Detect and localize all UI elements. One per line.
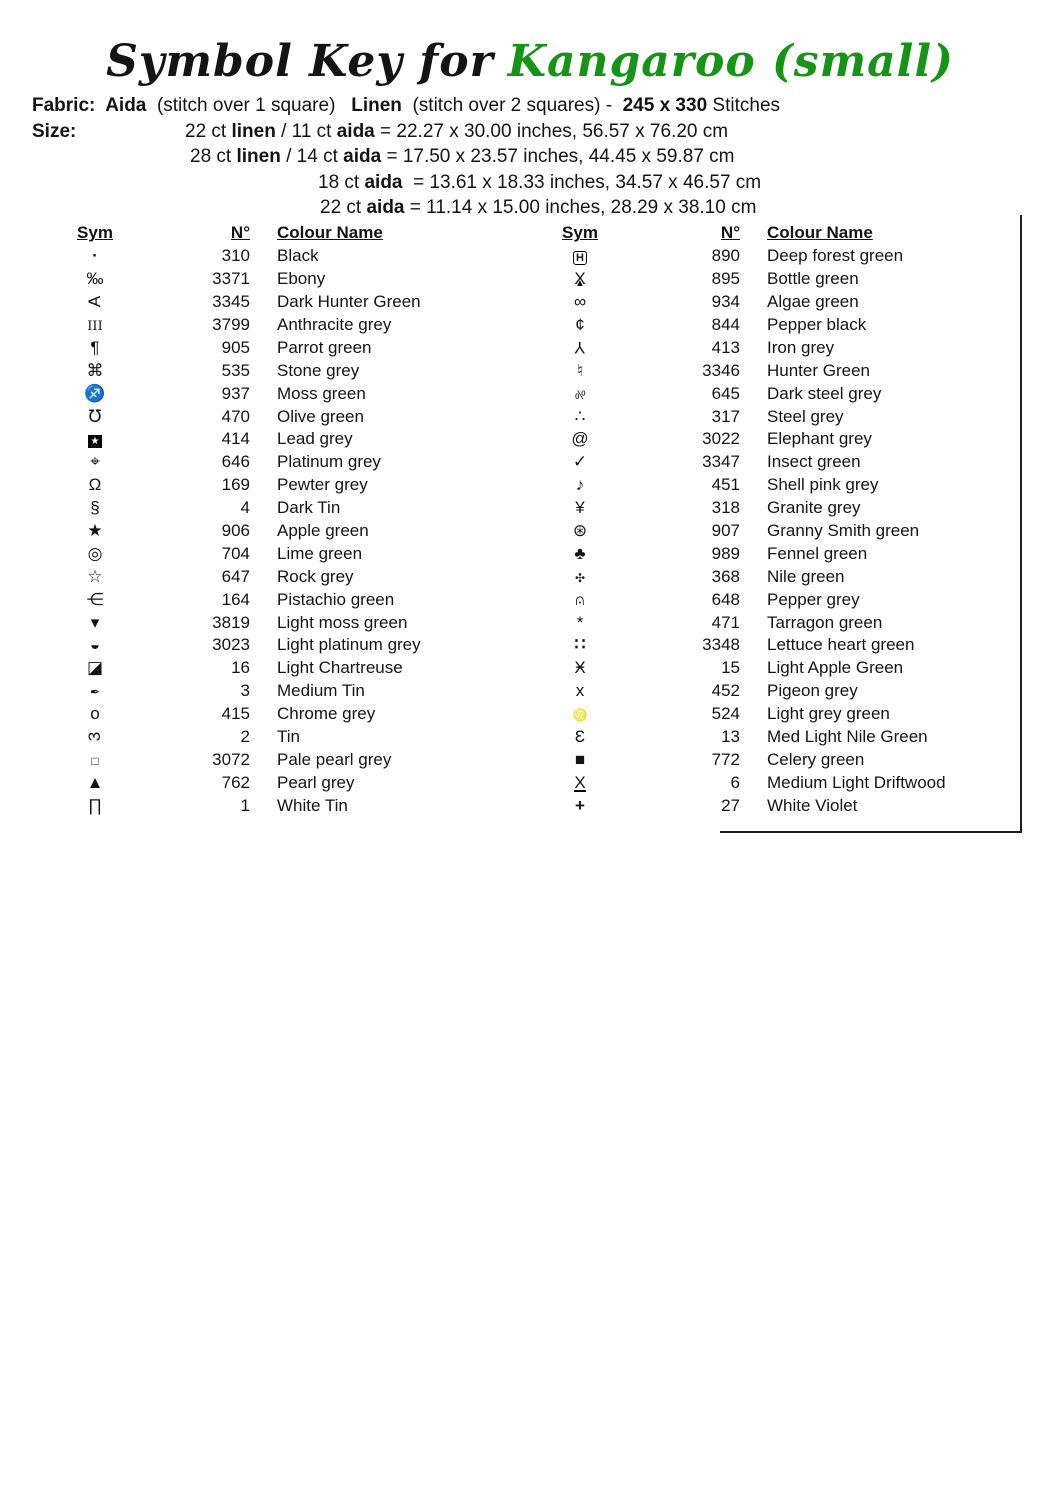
stitch-symbol-icon: ✣ — [574, 570, 586, 585]
stitch-symbol-icon: Ɛ — [574, 727, 586, 747]
colour-name-cell: Tin — [277, 727, 300, 747]
colour-name-cell: Deep forest green — [767, 246, 904, 266]
table-frame-border — [720, 215, 1022, 833]
thread-number-cell: 937 — [221, 383, 250, 403]
thread-number-cell: 645 — [711, 383, 740, 403]
symbol-cell — [75, 429, 115, 449]
stitch-symbol-icon: ‰ — [86, 269, 104, 289]
thread-number-cell: 3072 — [212, 749, 250, 769]
colour-name-cell: Med Light Nile Green — [767, 727, 928, 747]
text-segment: Fabric: — [32, 95, 106, 116]
symbol-cell — [75, 727, 115, 747]
symbol-cell — [560, 292, 600, 312]
thread-number-cell: 906 — [221, 521, 250, 541]
symbol-cell — [75, 407, 115, 427]
colour-name-cell: Light grey green — [767, 704, 890, 724]
symbol-cell — [560, 338, 600, 358]
key-row — [75, 565, 421, 588]
symbol-cell — [75, 292, 115, 312]
symbol-cell — [75, 635, 115, 655]
colour-name-cell: Iron grey — [767, 337, 835, 357]
thread-number-cell: 1 — [240, 795, 250, 815]
colour-name-cell: Hunter Green — [767, 360, 870, 380]
stitch-symbol-icon: ¥ — [575, 498, 585, 518]
stitch-symbol-icon: Ӿ — [574, 658, 586, 678]
info-block — [32, 93, 1032, 221]
size-line — [32, 119, 1032, 145]
symbol-cell — [75, 269, 115, 289]
stitch-symbol-icon: x — [575, 681, 585, 701]
header-num: N° — [230, 223, 250, 243]
colour-name-cell: Light moss green — [277, 612, 408, 632]
text-segment: = 22.27 x 30.00 inches, 56.57 x 76.20 cm — [374, 120, 729, 142]
symbol-cell — [75, 246, 115, 266]
colour-name-cell: Light Chartreuse — [277, 658, 403, 678]
thread-number-cell: 415 — [221, 704, 250, 724]
symbol-cell — [560, 429, 600, 449]
text-segment: linen — [231, 120, 276, 142]
symbol-cell — [560, 773, 600, 793]
stitch-symbol-icon: X ▲ — [574, 270, 585, 287]
thread-number-cell: 318 — [711, 498, 740, 518]
thread-number-cell: 470 — [221, 406, 250, 426]
size-line — [32, 170, 1032, 196]
key-row — [75, 382, 421, 405]
thread-number-cell: 3346 — [702, 360, 740, 380]
stitch-symbol-icon: ◪ — [86, 658, 104, 678]
thread-number-cell: 905 — [221, 337, 250, 357]
colour-name-cell: Shell pink grey — [767, 475, 879, 495]
thread-number-cell: 934 — [711, 292, 740, 312]
colour-name-cell: Pistachio green — [277, 589, 395, 609]
colour-name-cell: Fennel green — [767, 543, 868, 563]
thread-number-cell: 16 — [231, 658, 250, 678]
symbol-cell — [560, 658, 600, 678]
stitch-symbol-icon: ⌘ — [86, 360, 104, 380]
thread-number-cell: 772 — [711, 749, 740, 769]
thread-number-cell: 471 — [711, 612, 740, 632]
stitch-symbol-icon: ♪ — [575, 475, 585, 495]
symbol-key-table-left — [75, 222, 421, 817]
text-segment: = 13.61 x 18.33 inches, 34.57 x 46.57 cm — [402, 171, 762, 193]
key-row — [75, 359, 421, 382]
stitch-symbol-icon: ∷ — [574, 635, 586, 655]
thread-number-cell: 646 — [221, 452, 250, 472]
thread-number-cell: 648 — [711, 589, 740, 609]
thread-number-cell: 704 — [221, 543, 250, 563]
thread-number-cell: 368 — [711, 566, 740, 586]
colour-name-cell: Rock grey — [277, 566, 354, 586]
thread-number-cell: 451 — [711, 475, 740, 495]
stitch-symbol-icon: 3 — [85, 731, 105, 742]
key-row — [75, 451, 421, 474]
thread-number-cell: 13 — [721, 727, 740, 747]
key-row — [75, 634, 421, 657]
text-segment: 22 ct — [320, 197, 367, 218]
key-row — [75, 474, 421, 497]
thread-number-cell: 762 — [221, 772, 250, 792]
colour-name-cell: Celery green — [767, 749, 865, 769]
colour-name-cell: Nile green — [767, 566, 845, 586]
key-row — [75, 497, 421, 520]
thread-number-cell: 535 — [221, 360, 250, 380]
header-num: N° — [720, 223, 740, 243]
page-title — [0, 36, 1060, 87]
text-segment: = 11.14 x 15.00 inches, 28.29 x 38.10 cm — [404, 197, 757, 218]
text-segment: (stitch over 2 squares) - — [401, 95, 623, 116]
text-segment: 28 ct — [190, 146, 237, 167]
colour-name-cell: Lettuce heart green — [767, 635, 915, 655]
thread-number-cell: 895 — [711, 269, 740, 289]
symbol-cell — [75, 315, 115, 335]
colour-name-cell: Light platinum grey — [277, 635, 421, 655]
stitch-symbol-icon: ☆ — [87, 566, 103, 586]
stitch-symbol-icon: Ω — [88, 475, 102, 495]
symbol-cell — [560, 613, 600, 633]
text-segment: / 11 ct — [275, 120, 337, 142]
text-segment: linen — [236, 146, 281, 167]
thread-number-cell: 317 — [711, 406, 740, 426]
stitch-symbol-icon: @ — [571, 429, 589, 449]
text-segment: Linen — [351, 95, 402, 116]
colour-name-cell: Light Apple Green — [767, 658, 904, 678]
colour-name-cell: Pepper black — [767, 315, 867, 334]
stitch-symbol-icon: ∏ — [88, 795, 102, 815]
thread-number-cell: 890 — [711, 246, 740, 266]
header-colour-name: Colour Name — [277, 223, 383, 243]
table-body-left — [75, 245, 421, 817]
colour-name-cell: Pepper grey — [767, 589, 860, 609]
symbol-cell — [560, 269, 600, 289]
colour-name-cell: Pearl grey — [277, 772, 355, 792]
thread-number-cell: 3345 — [212, 292, 250, 312]
symbol-cell — [75, 613, 115, 633]
symbol-cell — [75, 658, 115, 678]
text-segment: aida — [336, 120, 375, 142]
colour-name-cell: Granite grey — [767, 498, 861, 518]
thread-number-cell: 907 — [711, 521, 740, 541]
symbol-cell — [75, 773, 115, 793]
stitch-symbol-icon: · — [92, 246, 98, 266]
stitch-symbol-icon: III — [87, 319, 103, 334]
symbol-cell — [560, 384, 600, 404]
stitch-symbol-icon: Y — [574, 337, 586, 357]
symbol-cell — [75, 452, 115, 472]
colour-name-cell: Insect green — [767, 452, 861, 472]
stitch-symbol-icon: □ — [91, 753, 99, 768]
thread-number-cell: 844 — [711, 315, 740, 334]
symbol-cell — [560, 315, 600, 335]
text-segment: 245 x 330 — [622, 95, 708, 116]
stitch-symbol-icon: H — [573, 251, 587, 265]
text-segment: aida — [343, 146, 382, 167]
key-row — [75, 588, 421, 611]
key-row — [75, 771, 421, 794]
key-row — [75, 680, 421, 703]
symbol-cell — [75, 384, 115, 404]
colour-name-cell: Medium Tin — [277, 681, 365, 701]
symbol-cell — [75, 338, 115, 358]
text-segment: 22 ct — [185, 120, 232, 142]
colour-name-cell: White Tin — [277, 795, 348, 815]
text-segment: Stitches — [707, 95, 781, 116]
text-segment: aida — [364, 171, 403, 193]
fabric-line — [32, 93, 1032, 119]
symbol-cell — [75, 681, 115, 701]
thread-number-cell: 452 — [711, 681, 740, 701]
thread-number-cell: 169 — [221, 475, 250, 495]
thread-number-cell: 3799 — [212, 315, 250, 334]
colour-name-cell: Chrome grey — [277, 704, 376, 724]
header-sym: Sym — [77, 223, 113, 243]
thread-number-cell: 524 — [711, 704, 740, 724]
header-sym: Sym — [562, 223, 598, 243]
size-lines — [32, 119, 1032, 221]
symbol-cell — [560, 681, 600, 701]
stitch-symbol-icon: ▾ — [90, 612, 100, 632]
symbol-cell — [75, 796, 115, 816]
symbol-cell — [560, 498, 600, 518]
stitch-symbol-icon: % — [574, 387, 586, 402]
stitch-symbol-icon: ◒ — [89, 635, 101, 655]
stitch-symbol-icon: ¶ — [90, 337, 100, 357]
colour-name-cell: Lime green — [277, 543, 363, 563]
stitch-symbol-icon: ♮ — [576, 360, 584, 380]
colour-name-cell: Bottle green — [767, 269, 859, 289]
stitch-symbol-icon: ⌖ — [90, 452, 100, 472]
thread-number-cell: 310 — [221, 246, 250, 266]
key-row — [75, 245, 421, 268]
colour-name-cell: Algae green — [767, 292, 859, 312]
colour-name-cell: Olive green — [277, 406, 364, 426]
symbol-cell — [560, 635, 600, 655]
stitch-symbol-icon: ∩ • — [574, 591, 586, 608]
stitch-symbol-icon: ∴ — [574, 406, 586, 426]
colour-name-cell: Pigeon grey — [767, 681, 858, 701]
stitch-symbol-icon: ♐ — [84, 383, 106, 403]
colour-name-cell: Pale pearl grey — [277, 749, 392, 769]
symbol-cell — [75, 750, 115, 770]
colour-name-cell: Platinum grey — [277, 452, 381, 472]
thread-number-cell: 164 — [221, 589, 250, 609]
thread-number-cell: 15 — [721, 658, 740, 678]
symbol-cell — [560, 750, 600, 770]
key-row — [75, 291, 421, 314]
symbol-cell — [560, 246, 600, 266]
stitch-symbol-icon: X — [574, 772, 586, 792]
colour-name-cell: Black — [277, 246, 319, 266]
thread-number-cell: 413 — [711, 337, 740, 357]
thread-number-cell: 989 — [711, 543, 740, 563]
colour-name-cell: Ebony — [277, 269, 326, 289]
stitch-symbol-icon: ◎ — [87, 543, 103, 563]
thread-number-cell: 3371 — [212, 269, 250, 289]
key-row — [75, 611, 421, 634]
stitch-symbol-icon: ♣ — [574, 543, 586, 563]
thread-number-cell: 3 — [240, 681, 250, 701]
stitch-symbol-icon: ▲ — [86, 772, 104, 792]
colour-name-cell: Tarragon green — [767, 612, 883, 632]
key-row — [75, 314, 421, 337]
thread-number-cell: 3023 — [212, 635, 250, 655]
thread-number-cell: 647 — [221, 566, 250, 586]
stitch-symbol-icon: ■ — [574, 749, 586, 769]
stitch-symbol-icon: ∞ — [573, 292, 587, 312]
symbol-cell — [560, 475, 600, 495]
symbol-cell — [75, 498, 115, 518]
key-row — [75, 336, 421, 359]
thread-number-cell: 414 — [221, 429, 250, 449]
stitch-symbol-icon: ★ — [88, 435, 102, 448]
size-label: Size: — [32, 120, 77, 142]
colour-name-cell: Apple green — [277, 521, 369, 541]
colour-name-cell: Dark Hunter Green — [277, 292, 421, 312]
stitch-symbol-icon: ¢ — [575, 315, 585, 334]
symbol-cell — [75, 590, 115, 610]
key-row — [75, 657, 421, 680]
colour-name-cell: Dark Tin — [277, 498, 341, 518]
stitch-symbol-icon: ⋲ — [86, 589, 104, 609]
text-segment: aida — [366, 197, 405, 218]
thread-number-cell: 27 — [721, 795, 740, 815]
colour-name-cell: Dark steel grey — [767, 383, 882, 403]
symbol-cell — [560, 361, 600, 381]
text-segment: / 14 ct — [280, 146, 344, 167]
thread-number-cell: 3819 — [212, 612, 250, 632]
symbol-cell — [75, 475, 115, 495]
symbol-cell — [75, 567, 115, 587]
key-row — [75, 405, 421, 428]
symbol-cell — [75, 521, 115, 541]
text-segment: Aida — [105, 95, 147, 116]
thread-number-cell: 4 — [240, 498, 250, 518]
size-line — [32, 144, 1032, 170]
thread-number-cell: 3022 — [702, 429, 740, 449]
symbol-cell — [560, 452, 600, 472]
thread-number-cell: 3348 — [702, 635, 740, 655]
key-row — [75, 794, 421, 817]
thread-number-cell: 3347 — [702, 452, 740, 472]
title-subject: Kangaroo (small) — [507, 36, 954, 87]
symbol-cell — [560, 407, 600, 427]
symbol-cell — [560, 796, 600, 816]
stitch-symbol-icon: ⊛ — [572, 521, 588, 541]
colour-name-cell: Anthracite grey — [277, 315, 392, 334]
colour-name-cell: White Violet — [767, 795, 858, 815]
colour-name-cell: Pewter grey — [277, 475, 368, 495]
colour-name-cell: Parrot green — [277, 337, 372, 357]
key-row — [75, 748, 421, 771]
key-row — [75, 268, 421, 291]
symbol-cell — [560, 704, 600, 724]
text-segment: (stitch over 1 square) — [146, 95, 352, 116]
colour-name-cell: Elephant grey — [767, 429, 872, 449]
symbol-cell — [75, 704, 115, 724]
key-row — [75, 520, 421, 543]
title-prefix: Symbol Key for — [106, 36, 494, 87]
thread-number-cell: 6 — [730, 772, 740, 792]
symbol-cell — [560, 567, 600, 587]
stitch-symbol-icon: § — [90, 498, 100, 518]
symbol-cell — [75, 361, 115, 381]
colour-name-cell: Lead grey — [277, 429, 353, 449]
text-segment: = 17.50 x 23.57 inches, 44.45 x 59.87 cm — [381, 146, 735, 167]
colour-name-cell: Steel grey — [767, 406, 844, 426]
thread-number-cell: 2 — [240, 727, 250, 747]
stitch-symbol-icon: ♌ — [572, 708, 588, 723]
colour-name-cell: Moss green — [277, 383, 366, 403]
symbol-cell — [560, 727, 600, 747]
colour-name-cell: Medium Light Driftwood — [767, 772, 946, 792]
key-row — [75, 703, 421, 726]
stitch-symbol-icon: A — [85, 295, 105, 308]
colour-name-cell: Stone grey — [277, 360, 360, 380]
stitch-symbol-icon: * — [576, 612, 584, 632]
stitch-symbol-icon: ★ — [87, 521, 103, 541]
stitch-symbol-icon: ✒ — [89, 685, 101, 700]
size-block — [32, 119, 1032, 221]
symbol-cell — [560, 521, 600, 541]
header-colour-name: Colour Name — [767, 223, 873, 243]
key-row — [75, 542, 421, 565]
symbol-cell — [75, 544, 115, 564]
text-segment: 18 ct — [318, 171, 365, 193]
stitch-symbol-icon: + — [575, 795, 585, 815]
stitch-symbol-icon: ℧ — [88, 406, 102, 426]
stitch-symbol-icon: ✓ — [572, 452, 588, 472]
symbol-cell — [560, 590, 600, 610]
colour-name-cell: Granny Smith green — [767, 521, 920, 541]
symbol-cell — [560, 544, 600, 564]
key-row — [75, 428, 421, 451]
table-header — [75, 222, 421, 245]
key-row — [75, 726, 421, 749]
stitch-symbol-icon: o — [90, 704, 100, 724]
